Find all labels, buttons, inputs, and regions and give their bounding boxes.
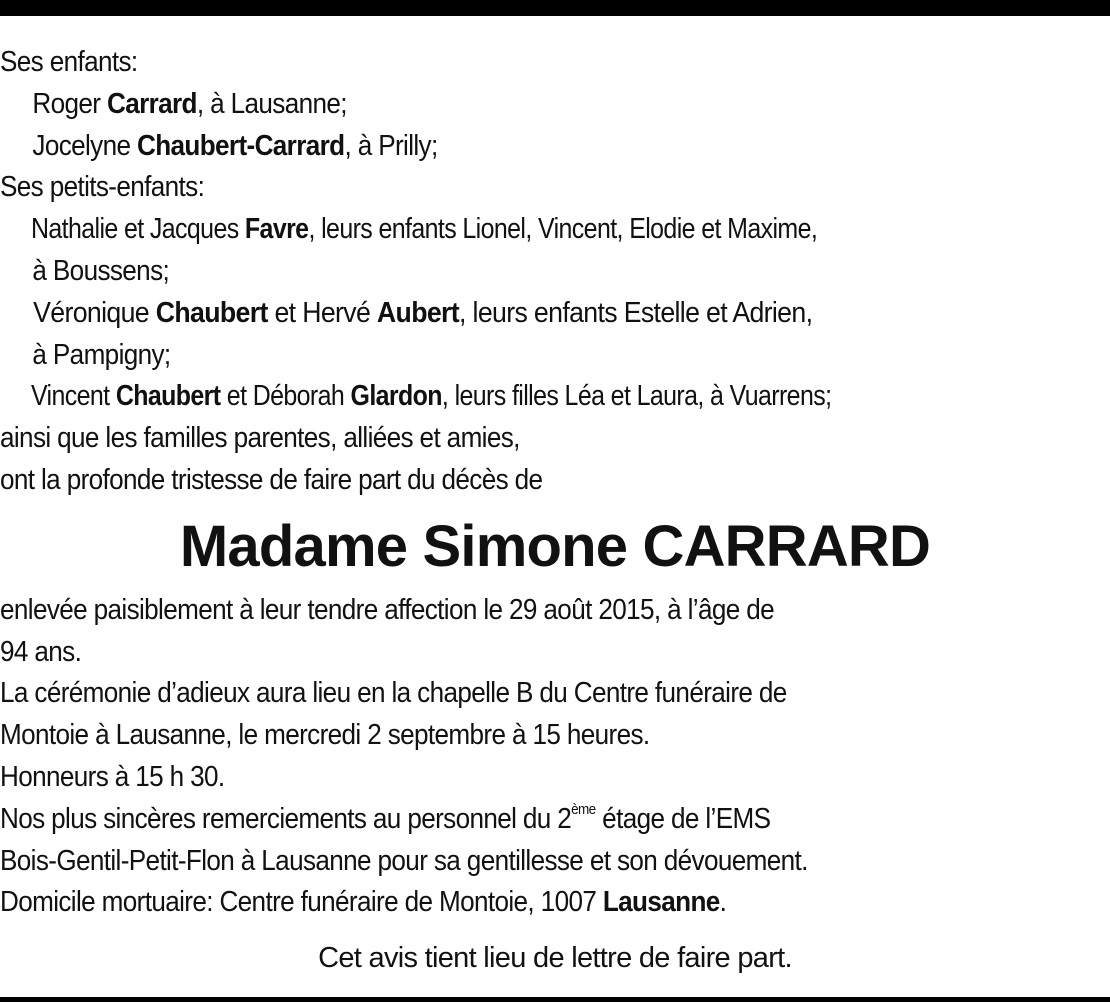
grandchild-entry: Vincent Chaubert et Déborah Glardon, leurs filles Léa et Laura, à Vuarrens; [30,380,832,413]
surname: Chaubert [155,296,268,329]
grandchild-entry: Véronique Chaubert et Hervé Aubert, leurs enfants Estelle et Adrien, [33,296,813,329]
surname: Carrard [106,87,197,120]
surname: Favre [244,213,309,246]
surname: Chaubert [115,380,221,413]
grandchild-entry-continuation: à Pampigny; [32,338,171,371]
surname: Aubert [376,296,460,329]
honours-line: Honneurs à 15 h 30. [0,760,225,793]
ceremony-line-continuation: Montoie à Lausanne, le mercredi 2 septembre à 15 heures. [0,719,650,752]
surname: Chaubert-Carrard [136,129,345,162]
ceremony-line: La cérémonie d’adieux aura lieu en la chapelle B du Centre funéraire de [0,677,787,710]
superscript-ordinal: ème [571,800,596,818]
announcement-line: ont la profonde tristesse de faire part du décès de [0,463,543,496]
bottom-border-rule [0,997,1110,1002]
grandchild-entry-continuation: à Boussens; [32,254,170,287]
obituary-notice [0,42,1110,980]
passing-line-continuation: 94 ans. [0,635,82,668]
domicile-line: Domicile mortuaire: Centre funéraire de Montoie, 1007 Lausanne. [0,886,727,919]
grandchild-entry: Nathalie et Jacques Favre, leurs enfants Lionel, Vincent, Elodie et Maxime, [30,213,818,246]
grandchildren-heading: Ses petits-enfants: [0,171,205,204]
children-heading: Ses enfants: [0,46,138,78]
thanks-line-continuation: Bois-Gentil-Petit-Flon à Lausanne pour sa gentillesse et son dévouement. [0,844,808,877]
child-entry: Jocelyne Chaubert-Carrard, à Prilly; [32,129,438,162]
families-line: ainsi que les familles parentes, alliées et amies, [0,422,520,455]
closing-note: Cet avis tient lieu de lettre de faire part. [318,942,792,975]
child-entry: Roger Carrard, à Lausanne; [32,87,347,120]
deceased-name: Madame Simone CARRARD [179,513,931,579]
surname: Glardon [350,380,442,413]
top-border-rule [0,0,1110,16]
passing-line: enlevée paisiblement à leur tendre affection le 29 août 2015, à l’âge de [0,593,774,626]
thanks-line: Nos plus sincères remerciements au personnel du 2ème étage de l’EMS [0,800,771,835]
domicile-city: Lausanne [602,886,720,919]
